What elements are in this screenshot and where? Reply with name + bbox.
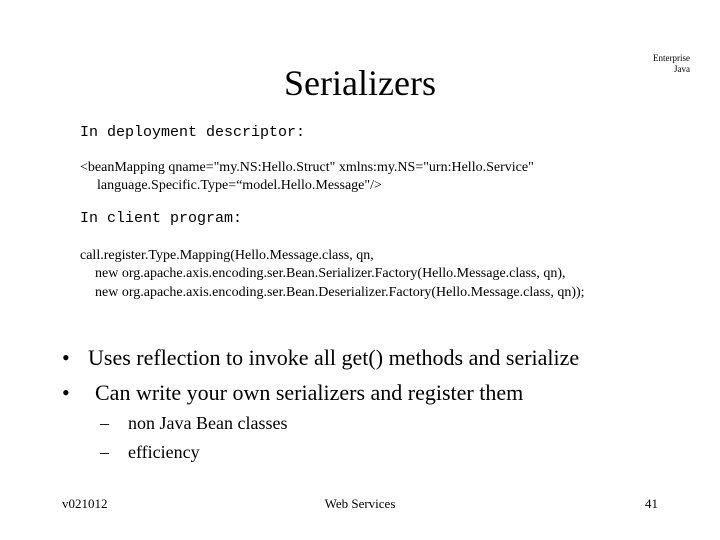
sub-bullet-item bbox=[100, 442, 200, 463]
corner-label-line1: Enterprise bbox=[653, 53, 690, 63]
dd-code-line-1: <beanMapping qname="my.NS:Hello.Struct" xmlns:my.NS="urn:Hello.Service" bbox=[80, 160, 534, 175]
sub-bullet-text: efficiency bbox=[128, 442, 200, 462]
footer-title: Web Services bbox=[324, 496, 396, 511]
page-number: 41 bbox=[645, 496, 658, 511]
corner-label bbox=[653, 53, 690, 75]
client-code-line-2: new org.apache.axis.encoding.ser.Bean.Serializer.Factory(Hello.Message.class, qn), bbox=[95, 266, 566, 281]
client-code-line-1: call.register.Type.Mapping(Hello.Message.class, qn, bbox=[80, 248, 374, 263]
corner-label-line2: Java bbox=[674, 64, 690, 74]
deployment-descriptor-label: In deployment descriptor: bbox=[80, 124, 306, 141]
client-code-line-3: new org.apache.axis.encoding.ser.Bean.Deserializer.Factory(Hello.Message.class, qn)); bbox=[95, 285, 585, 300]
footer-version: v021012 bbox=[62, 496, 108, 511]
client-program-label: In client program: bbox=[80, 210, 243, 227]
bullet-text: Can write your own serializers and register them bbox=[95, 380, 524, 405]
dash-glyph: – bbox=[100, 413, 109, 433]
dash-glyph: – bbox=[100, 442, 109, 462]
bullet-item bbox=[62, 345, 579, 371]
slide-title: Serializers bbox=[284, 63, 436, 103]
bullet-text: Uses reflection to invoke all get() methods and serialize bbox=[88, 345, 580, 370]
sub-bullet-item bbox=[100, 413, 287, 434]
sub-bullet-text: non Java Bean classes bbox=[128, 413, 288, 433]
dd-code-line-2: language.Specific.Type=“model.Hello.Message"/> bbox=[97, 178, 382, 193]
bullet-glyph: • bbox=[62, 345, 70, 370]
bullet-glyph: • bbox=[62, 380, 70, 405]
bullet-item bbox=[62, 380, 523, 406]
